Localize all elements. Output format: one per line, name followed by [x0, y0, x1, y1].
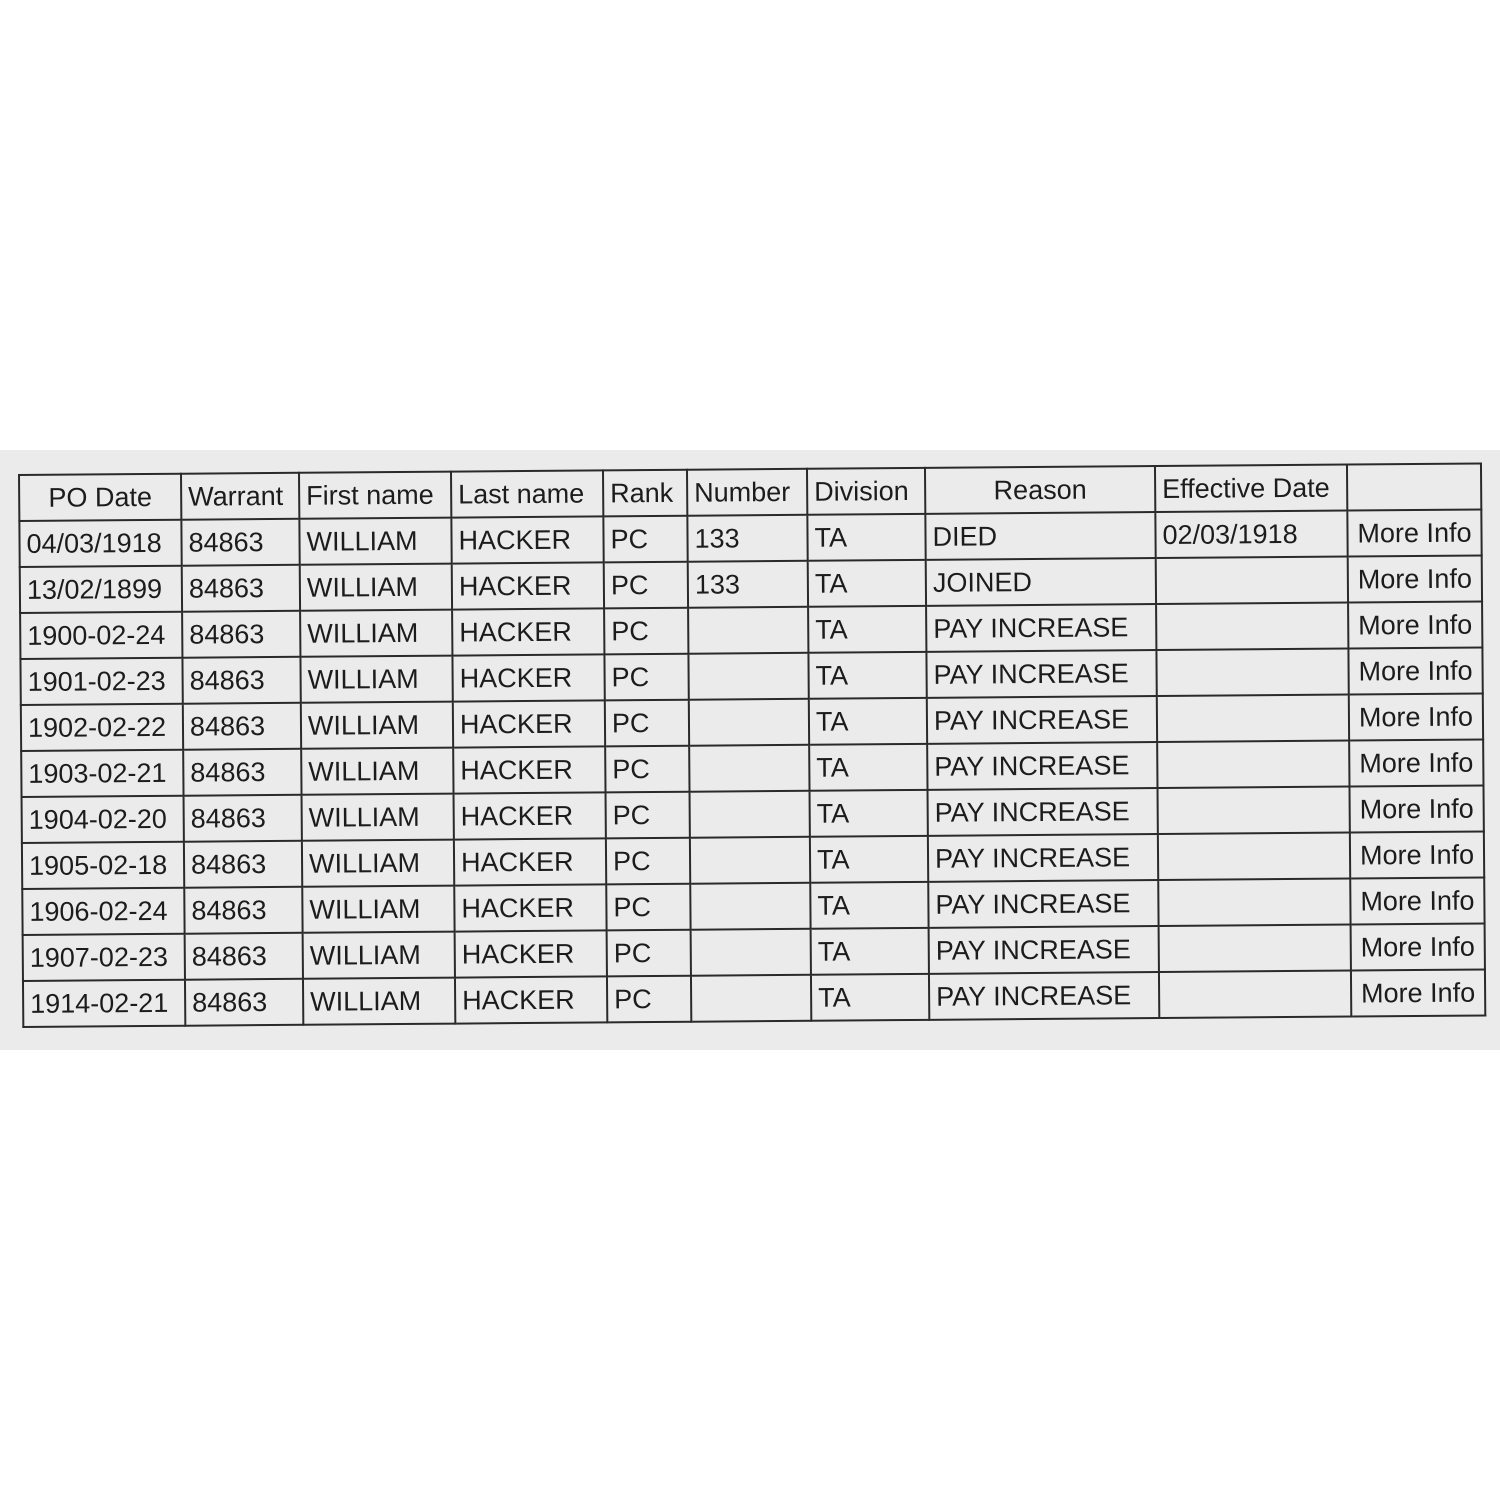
cell-last-name: HACKER [451, 516, 603, 563]
cell-number: 133 [687, 515, 807, 562]
cell-effective-date [1159, 971, 1351, 1019]
cell-last-name: HACKER [454, 838, 606, 885]
cell-first-name: WILLIAM [300, 656, 452, 703]
cell-division: TA [810, 836, 928, 883]
cell-rank: PC [606, 838, 690, 885]
cell-division: TA [808, 652, 926, 699]
cell-division: TA [811, 974, 929, 1021]
cell-last-name: HACKER [455, 976, 607, 1023]
cell-division: TA [809, 744, 927, 791]
cell-number [689, 699, 809, 746]
cell-first-name: WILLIAM [299, 518, 451, 565]
column-header-number: Number [687, 469, 807, 516]
cell-division: TA [808, 606, 926, 653]
more-info-link[interactable]: More Info [1348, 556, 1482, 603]
cell-first-name: WILLIAM [303, 932, 455, 979]
cell-last-name: HACKER [452, 654, 604, 701]
cell-po-date: 1900-02-24 [20, 612, 182, 659]
more-info-link[interactable]: More Info [1351, 923, 1485, 970]
cell-effective-date [1158, 879, 1350, 927]
cell-last-name: HACKER [453, 700, 605, 747]
cell-first-name: WILLIAM [300, 564, 452, 611]
cell-reason: PAY INCREASE [928, 788, 1158, 836]
cell-warrant: 84863 [185, 979, 303, 1026]
cell-po-date: 1907-02-23 [23, 934, 185, 981]
cell-last-name: HACKER [455, 930, 607, 977]
cell-po-date: 1904-02-20 [22, 796, 184, 843]
cell-reason: PAY INCREASE [928, 880, 1158, 928]
cell-warrant: 84863 [184, 887, 302, 934]
column-header-po-date: PO Date [19, 474, 181, 521]
cell-reason: JOINED [926, 558, 1156, 606]
more-info-link[interactable]: More Info [1347, 510, 1481, 557]
cell-first-name: WILLIAM [300, 610, 452, 657]
cell-warrant: 84863 [182, 565, 300, 612]
column-header-last-name: Last name [451, 470, 603, 517]
cell-reason: PAY INCREASE [929, 926, 1159, 974]
cell-first-name: WILLIAM [303, 978, 455, 1025]
cell-effective-date [1157, 741, 1349, 789]
cell-warrant: 84863 [184, 795, 302, 842]
cell-po-date: 1902-02-22 [21, 704, 183, 751]
cell-reason: DIED [925, 512, 1155, 560]
column-header-first-name: First name [299, 472, 451, 519]
more-info-link[interactable]: More Info [1351, 969, 1485, 1016]
column-header-division: Division [807, 468, 925, 515]
cell-effective-date: 02/03/1918 [1155, 511, 1347, 559]
more-info-link[interactable]: More Info [1349, 740, 1483, 787]
more-info-link[interactable]: More Info [1349, 694, 1483, 741]
cell-po-date: 13/02/1899 [20, 566, 182, 613]
more-info-link[interactable]: More Info [1348, 602, 1482, 649]
cell-po-date: 1905-02-18 [22, 842, 184, 889]
cell-first-name: WILLIAM [301, 702, 453, 749]
cell-reason: PAY INCREASE [926, 650, 1156, 698]
cell-rank: PC [607, 976, 691, 1023]
cell-effective-date [1157, 695, 1349, 743]
cell-number [688, 607, 808, 654]
cell-reason: PAY INCREASE [926, 604, 1156, 652]
cell-rank: PC [603, 516, 687, 563]
cell-last-name: HACKER [452, 608, 604, 655]
cell-warrant: 84863 [185, 933, 303, 980]
cell-number [691, 975, 811, 1022]
cell-reason: PAY INCREASE [927, 696, 1157, 744]
cell-po-date: 1903-02-21 [21, 750, 183, 797]
cell-rank: PC [606, 884, 690, 931]
cell-warrant: 84863 [182, 657, 300, 704]
cell-effective-date [1158, 833, 1350, 881]
cell-division: TA [807, 514, 925, 561]
cell-reason: PAY INCREASE [928, 834, 1158, 882]
cell-effective-date [1156, 603, 1348, 651]
cell-rank: PC [604, 608, 688, 655]
cell-number [689, 745, 809, 792]
cell-number: 133 [688, 561, 808, 608]
cell-reason: PAY INCREASE [929, 972, 1159, 1020]
cell-effective-date [1158, 787, 1350, 835]
cell-number [691, 929, 811, 976]
cell-first-name: WILLIAM [301, 748, 453, 795]
cell-last-name: HACKER [454, 792, 606, 839]
cell-po-date: 1914-02-21 [23, 980, 185, 1027]
column-header-rank: Rank [603, 470, 687, 517]
cell-warrant: 84863 [181, 519, 299, 566]
cell-warrant: 84863 [183, 749, 301, 796]
cell-last-name: HACKER [452, 562, 604, 609]
records-table [18, 463, 1486, 1028]
column-header-reason: Reason [925, 466, 1155, 514]
cell-rank: PC [604, 654, 688, 701]
cell-warrant: 84863 [184, 841, 302, 888]
cell-effective-date [1156, 557, 1348, 605]
cell-effective-date [1156, 649, 1348, 697]
cell-first-name: WILLIAM [302, 840, 454, 887]
cell-first-name: WILLIAM [302, 886, 454, 933]
column-header-effective-date: Effective Date [1155, 465, 1347, 513]
cell-number [688, 653, 808, 700]
more-info-link[interactable]: More Info [1350, 831, 1484, 878]
cell-rank: PC [605, 700, 689, 747]
cell-rank: PC [604, 562, 688, 609]
cell-division: TA [809, 698, 927, 745]
cell-number [690, 791, 810, 838]
cell-number [690, 883, 810, 930]
cell-rank: PC [605, 746, 689, 793]
cell-po-date: 04/03/1918 [19, 520, 181, 567]
cell-number [690, 837, 810, 884]
cell-rank: PC [607, 930, 691, 977]
table-body [19, 510, 1485, 1027]
column-header-warrant: Warrant [181, 473, 299, 520]
cell-last-name: HACKER [453, 746, 605, 793]
column-header-actions [1347, 464, 1481, 511]
more-info-link[interactable]: More Info [1349, 785, 1483, 832]
cell-warrant: 84863 [182, 611, 300, 658]
cell-division: TA [808, 560, 926, 607]
cell-po-date: 1901-02-23 [20, 658, 182, 705]
cell-po-date: 1906-02-24 [22, 888, 184, 935]
cell-first-name: WILLIAM [302, 794, 454, 841]
cell-division: TA [810, 882, 928, 929]
cell-warrant: 84863 [183, 703, 301, 750]
cell-reason: PAY INCREASE [927, 742, 1157, 790]
cell-last-name: HACKER [454, 884, 606, 931]
cell-effective-date [1159, 925, 1351, 973]
cell-division: TA [811, 928, 929, 975]
more-info-link[interactable]: More Info [1350, 877, 1484, 924]
cell-division: TA [810, 790, 928, 837]
more-info-link[interactable]: More Info [1348, 648, 1482, 695]
cell-rank: PC [606, 792, 690, 839]
